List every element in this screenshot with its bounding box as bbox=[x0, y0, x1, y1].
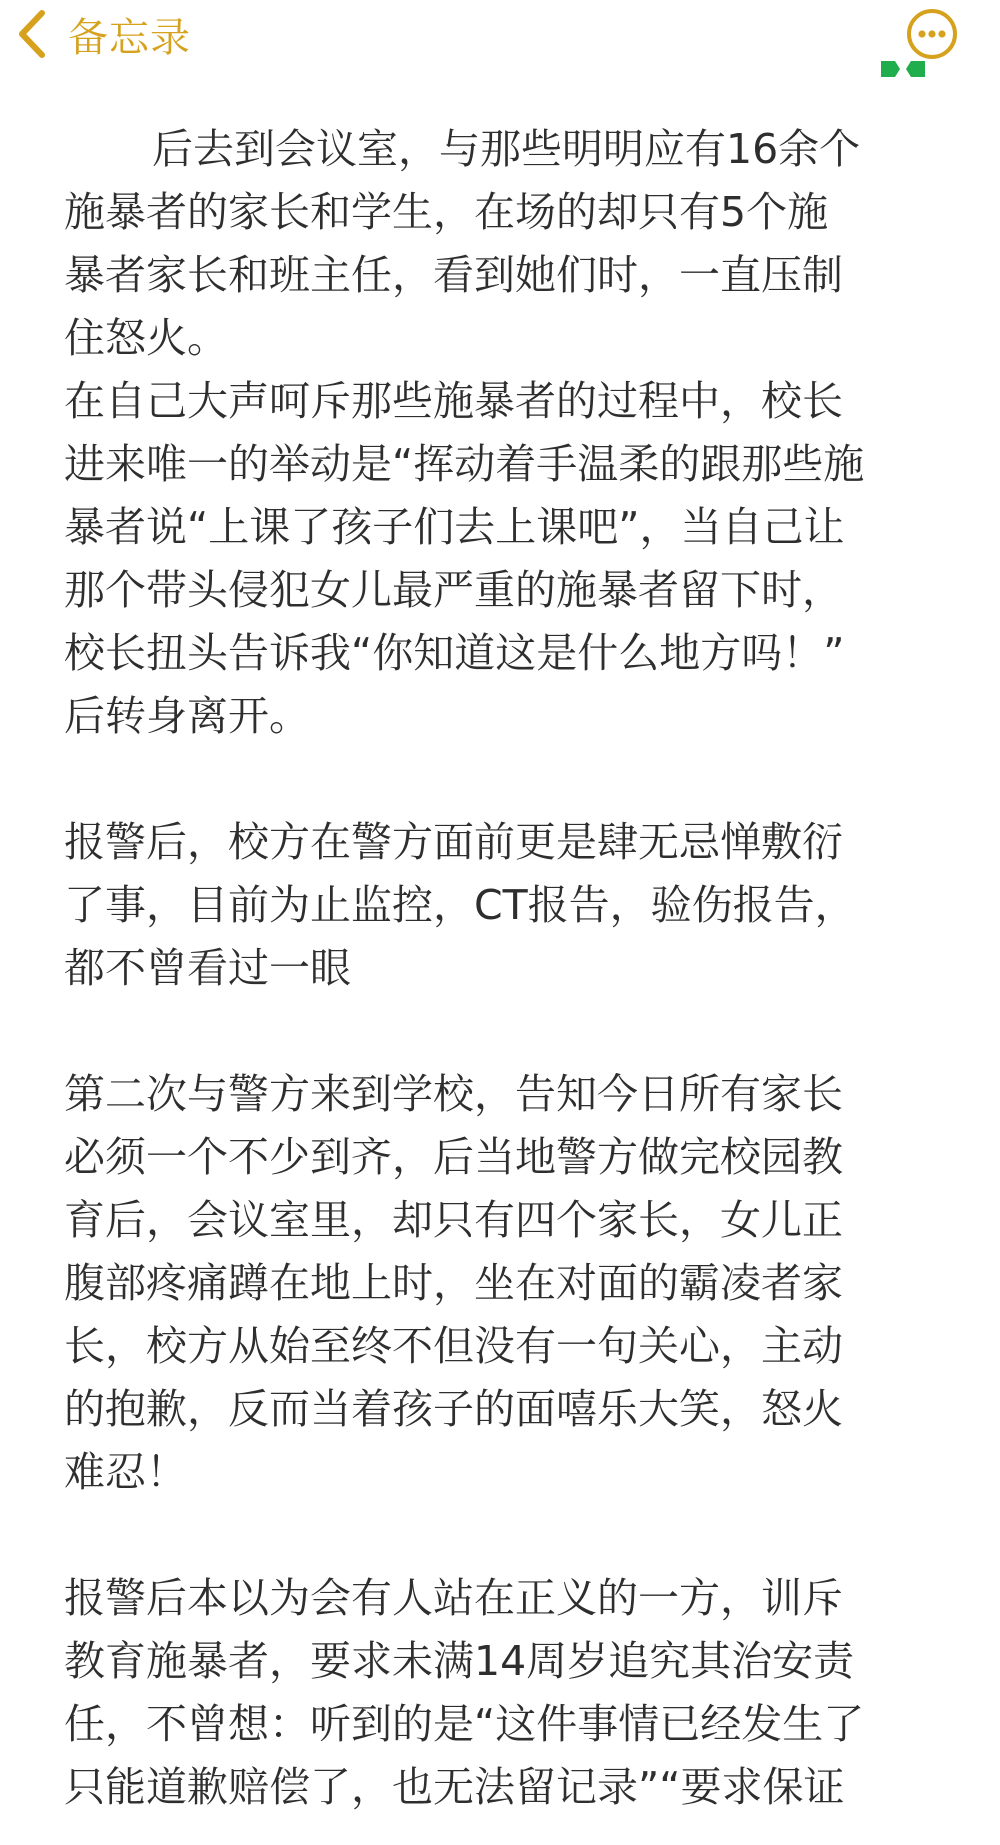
note-line: 施暴者的家长和学生，在场的却只有5个施 bbox=[64, 188, 829, 236]
note-line: 校长扭头告诉我“你知道这是什么地方吗！” bbox=[64, 629, 845, 677]
note-line: 教育施暴者，要求未满14周岁追究其治安责 bbox=[64, 1637, 855, 1685]
blank-line bbox=[64, 748, 944, 811]
note-line: 进来唯一的举动是“挥动着手温柔的跟那些施 bbox=[64, 440, 865, 488]
back-button[interactable] bbox=[16, 6, 191, 62]
green-tag-icon bbox=[878, 58, 928, 80]
note-line: 了事，目前为止监控，CT报告，验伤报告， bbox=[64, 881, 856, 929]
note-line: 只能道歉赔偿了，也无法留记录”“要求保证 bbox=[64, 1763, 845, 1811]
note-line: 的抱歉，反而当着孩子的面嘻乐大笑，怒火 bbox=[64, 1385, 843, 1433]
note-line: 报警后，校方在警方面前更是肆无忌惮敷衍 bbox=[64, 818, 843, 866]
note-line: 住怒火。 bbox=[64, 314, 228, 362]
note-line: 在自己大声呵斥那些施暴者的过程中，校长 bbox=[64, 377, 843, 425]
note-line: 都不曾看过一眼 bbox=[64, 944, 351, 992]
note-line: 后去到会议室，与那些明明应有16余个 bbox=[152, 125, 861, 173]
blank-line bbox=[64, 1504, 944, 1567]
note-line: 育后，会议室里，却只有四个家长，女儿正 bbox=[64, 1196, 843, 1244]
chevron-left-icon bbox=[16, 9, 46, 59]
more-options-button[interactable] bbox=[906, 8, 958, 60]
blank-line bbox=[64, 1000, 944, 1063]
note-line: 暴者说“上课了孩子们去上课吧”，当自己让 bbox=[64, 503, 845, 551]
note-line: 腹部疼痛蹲在地上时，坐在对面的霸凌者家 bbox=[64, 1259, 843, 1307]
note-line: 长，校方从始至终不但没有一句关心，主动 bbox=[64, 1322, 843, 1370]
note-line: 报警后本以为会有人站在正义的一方，训斥 bbox=[64, 1574, 843, 1622]
note-line: 必须一个不少到齐，后当地警方做完校园教 bbox=[64, 1133, 843, 1181]
note-line: 第二次与警方来到学校，告知今日所有家长 bbox=[64, 1070, 843, 1118]
note-line: 任，不曾想：听到的是“这件事情已经发生了 bbox=[64, 1700, 865, 1748]
note-line: 难忍！ bbox=[64, 1448, 187, 1496]
back-label: 备忘录 bbox=[68, 14, 191, 61]
note-line: 后转身离开。 bbox=[64, 692, 310, 740]
note-line: 那个带头侵犯女儿最严重的施暴者留下时， bbox=[64, 566, 843, 614]
note-body[interactable] bbox=[64, 118, 944, 1819]
note-line: 暴者家长和班主任，看到她们时，一直压制 bbox=[64, 251, 843, 299]
navigation-bar bbox=[0, 0, 1000, 80]
